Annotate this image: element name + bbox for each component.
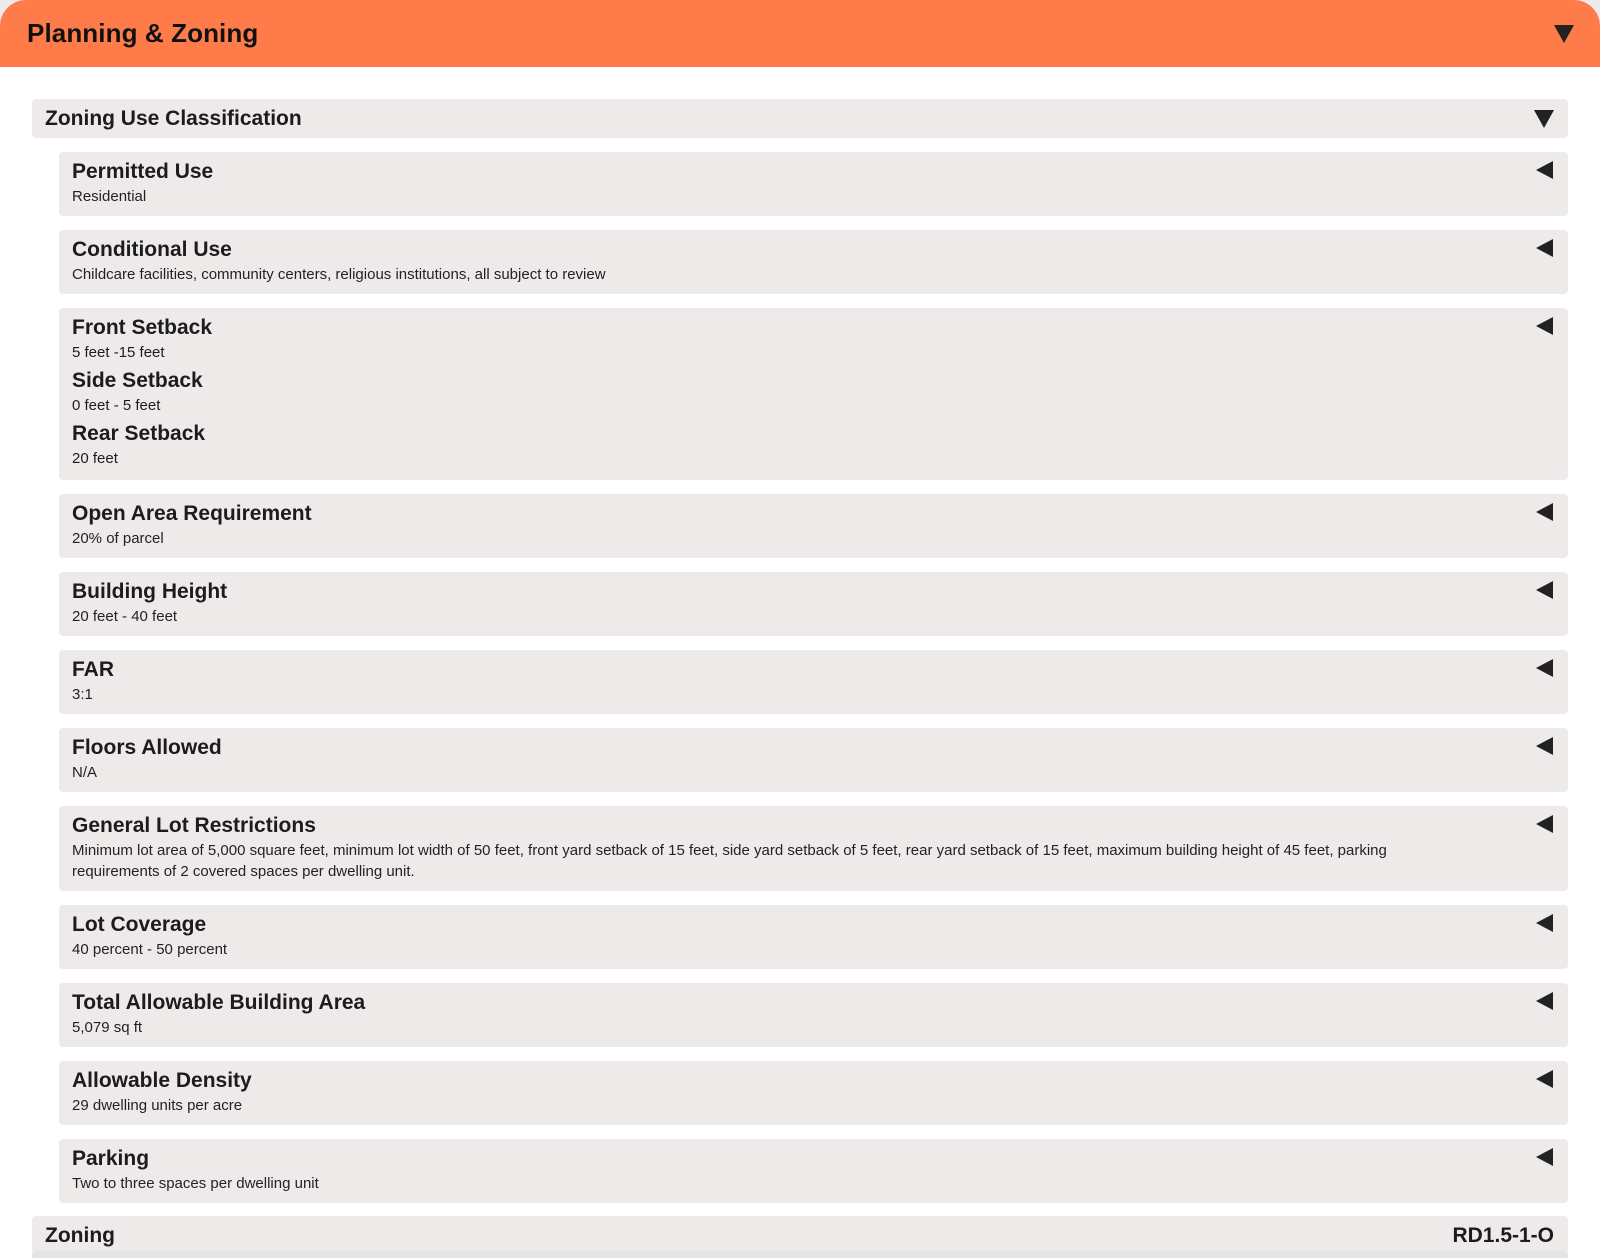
item-title: Allowable Density [72,1069,252,1092]
classification-items [59,152,1568,1203]
item-lot-coverage[interactable] [59,905,1568,969]
item-far[interactable] [59,650,1568,714]
item-parking[interactable] [59,1139,1568,1203]
expand-triangle-icon[interactable] [1536,659,1553,677]
item-title: Parking [72,1147,150,1170]
side-setback-value: 0 feet - 5 feet [72,397,161,414]
item-title: Building Height [72,580,228,603]
zoning-value: RD1.5-1-O [1452,1223,1554,1247]
item-general-lot-restrictions[interactable] [59,806,1568,891]
item-permitted-use[interactable] [59,152,1568,216]
item-building-height[interactable] [59,572,1568,636]
item-value: 5,079 sq ft [72,1019,143,1036]
item-title: Floors Allowed [72,736,222,759]
expand-triangle-icon[interactable] [1536,992,1553,1010]
zoning-row [32,1216,1568,1255]
panel-content [0,67,1600,1255]
expand-triangle-icon[interactable] [1536,317,1553,335]
expand-triangle-icon[interactable] [1536,1070,1553,1088]
expand-triangle-icon[interactable] [1536,503,1553,521]
expand-triangle-icon[interactable] [1536,815,1553,833]
item-title: Total Allowable Building Area [72,991,366,1014]
item-title: Open Area Requirement [72,502,312,525]
item-value: N/A [72,764,98,781]
front-setback-value: 5 feet -15 feet [72,344,165,361]
expand-triangle-icon[interactable] [1536,581,1553,599]
item-open-area-requirement[interactable] [59,494,1568,558]
item-value: Minimum lot area of 5,000 square feet, minimum lot width of 50 feet, front yard setback of 15 feet, side yard setback of 5 feet, rear yard setback of 15 feet, maximum building height of 45 feet, parking requirements of 2 covered spaces per dwelling unit. [72,842,1387,880]
item-total-allowable-building-area[interactable] [59,983,1568,1047]
zoning-use-classification-toggle[interactable] [32,99,1568,138]
item-value: Childcare facilities, community centers, religious institutions, all subject to review [72,266,606,283]
item-title: Lot Coverage [72,913,207,936]
panel-title: Planning & Zoning [27,18,259,48]
next-section-edge [32,1251,1568,1258]
item-title: General Lot Restrictions [72,814,316,837]
front-setback-title: Front Setback [72,316,213,339]
expand-triangle-icon[interactable] [1536,161,1553,179]
expand-triangle-icon[interactable] [1536,239,1553,257]
item-value: 40 percent - 50 percent [72,941,228,958]
item-title: FAR [72,658,114,681]
section-title: Zoning Use Classification [45,106,302,130]
side-setback-title: Side Setback [72,369,203,392]
item-conditional-use[interactable] [59,230,1568,294]
item-value: Residential [72,188,147,205]
expand-triangle-icon[interactable] [1536,914,1553,932]
item-allowable-density[interactable] [59,1061,1568,1125]
item-value: 3:1 [72,686,93,703]
expand-triangle-icon[interactable] [1536,1148,1553,1166]
rear-setback-value: 20 feet [72,450,118,467]
planning-zoning-header[interactable] [0,0,1600,67]
item-value: 29 dwelling units per acre [72,1097,243,1114]
zoning-label: Zoning [45,1223,115,1247]
item-value: Two to three spaces per dwelling unit [72,1175,319,1192]
collapse-triangle-icon[interactable] [1534,110,1554,128]
collapse-triangle-icon[interactable] [1554,25,1574,43]
item-setbacks[interactable] [59,308,1568,480]
item-title: Permitted Use [72,160,214,183]
expand-triangle-icon[interactable] [1536,737,1553,755]
item-value: 20% of parcel [72,530,164,547]
item-floors-allowed[interactable] [59,728,1568,792]
item-title: Conditional Use [72,238,232,261]
item-value: 20 feet - 40 feet [72,608,178,625]
rear-setback-title: Rear Setback [72,422,206,445]
